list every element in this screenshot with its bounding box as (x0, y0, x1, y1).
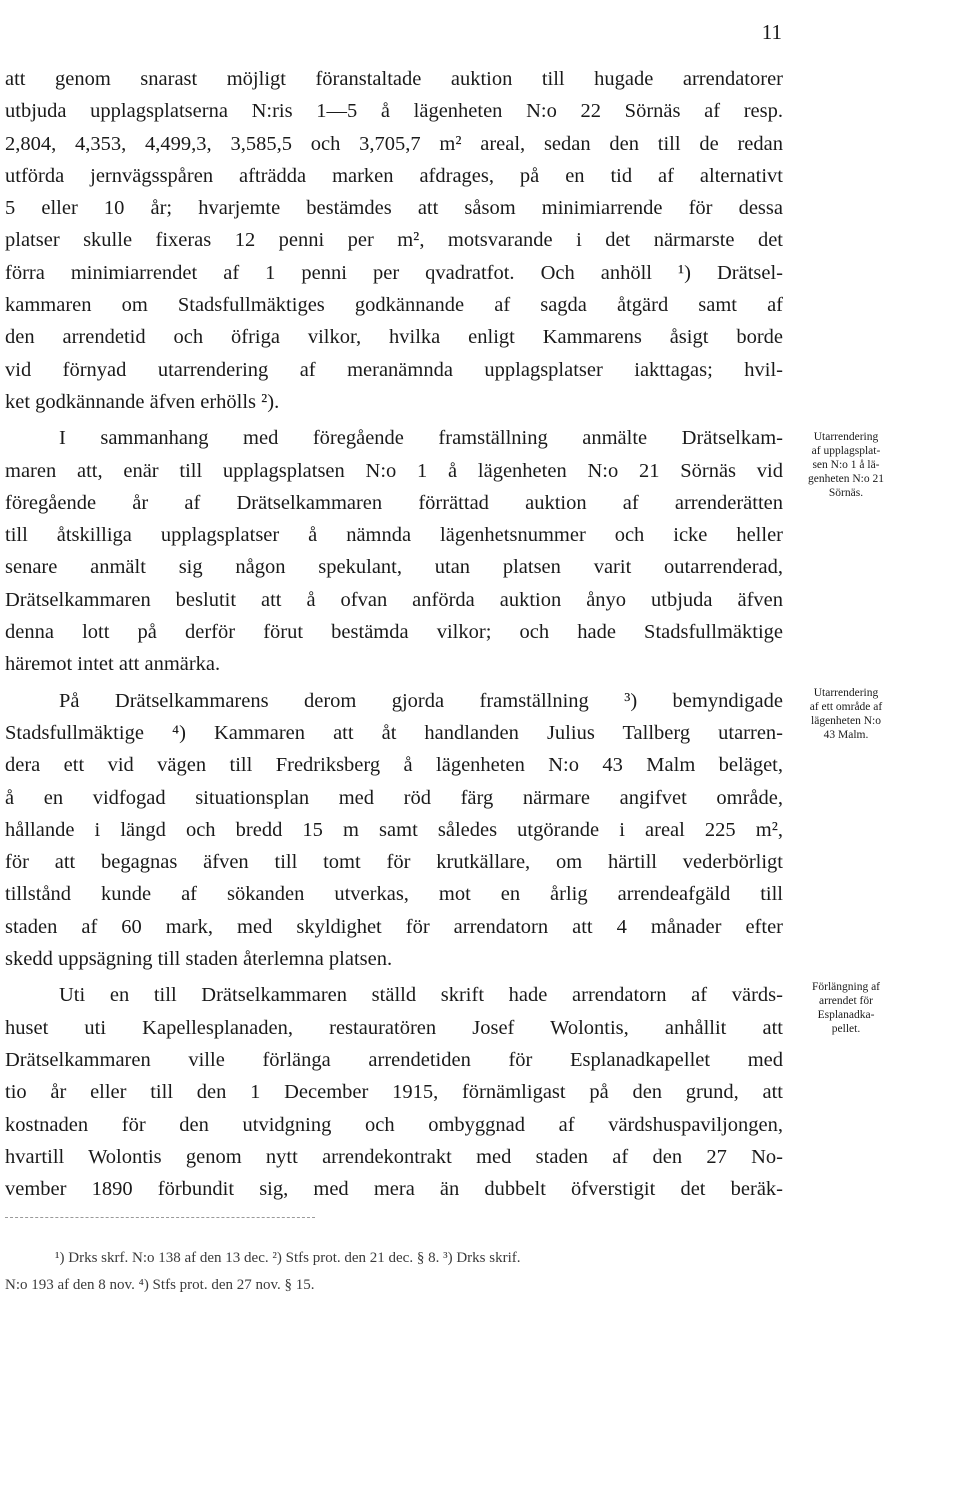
text-line: hvartill Wolontis genom nytt arrendekontrakt med staden af den 27 No- (5, 1145, 783, 1168)
margin-note-line: sen N:o 1 å lä- (812, 459, 880, 471)
margin-note-line: 43 Malm. (823, 729, 869, 741)
paragraph-1 (5, 63, 783, 418)
text-line: Uti en till Drätselkammaren ställd skrift hade arrendatorn af värds- (59, 984, 783, 1007)
text-line: Stadsfullmäktige ⁴) Kammaren att åt handlanden Julius Tallberg utarren- (5, 721, 783, 744)
margin-note-line: af ett område af (809, 701, 883, 713)
margin-note-line: af upplagsplat- (811, 445, 881, 457)
text-line: senare anmält sig någon spekulant, utan platsen varit outarrenderad, (5, 556, 783, 579)
text-line: hållande i längd och bredd 15 m samt således utgörande i areal 225 m², (5, 818, 783, 841)
footnote-line: ¹) Drks skrf. N:o 138 af den 13 dec. ²) Stfs prot. den 21 dec. § 8. ³) Drks skrif. (55, 1250, 521, 1266)
text-line: å en vidfogad situationsplan med röd färg närmare angifvet område, (5, 786, 783, 809)
text-line: I sammanhang med föregående framställning anmälte Drätselkam- (59, 427, 783, 450)
text-line: vid förnyad utarrendering af meranämnda upplagsplatser iakttagas; hvil- (5, 358, 783, 381)
paragraph-2 (5, 422, 783, 680)
margin-note-line: Esplanadka- (817, 1009, 875, 1021)
margin-note-line: arrendet för (819, 995, 873, 1007)
margin-note-line: Utarrendering (813, 687, 879, 699)
margin-note-3 (790, 980, 902, 1036)
text-line: denna lott på derför förut bestämda vilkor; och hade Stadsfullmäktige (5, 621, 783, 644)
text-line: huset uti Kapellesplanaden, restauratören Josef Wolontis, anhållit att (5, 1016, 783, 1039)
text-line: 5 eller 10 år; hvarjemte bestämdes att såsom minimiarrende för dessa (5, 197, 783, 220)
text-line: vember 1890 förbundit sig, med mera än dubbelt öfverstigit det beräk- (5, 1178, 783, 1201)
text-line: utbjuda upplagsplatserna N:ris 1—5 å lägenheten N:o 22 Sörnäs af resp. (5, 100, 783, 123)
text-line: platser skulle fixeras 12 penni per m², motsvarande i det närmarste det (5, 229, 783, 252)
margin-note-line: genheten N:o 21 (807, 473, 884, 485)
main-text (5, 63, 783, 1205)
margin-note-line: Förlängning af (811, 981, 881, 993)
margin-note-line: Utarrendering (813, 431, 879, 443)
page-number: 11 (761, 20, 782, 44)
margin-note-line: pellet. (831, 1023, 861, 1035)
text-line: Drätselkammaren ville förlänga arrendetiden för Esplanadkapellet med (5, 1048, 783, 1071)
text-line: utförda jernvägsspåren afträdda marken afdrages, på en tid af alternativt (5, 164, 783, 187)
text-line: tillstånd kunde af sökanden utverkas, mot en årlig arrendeafgäld till (5, 883, 783, 906)
text-line: Drätselkammaren beslutit att å ofvan anförda auktion ånyo utbjuda äfven (5, 588, 783, 611)
margin-note-2 (790, 686, 902, 742)
text-line: På Drätselkammarens derom gjorda framställning ³) bemyndigade (59, 689, 783, 712)
margin-note-1 (790, 430, 902, 500)
text-line: kostnaden för den utvidgning och ombyggnad af värdshuspaviljongen, (5, 1113, 783, 1136)
text-line: staden af 60 mark, med skyldighet för arrendatorn att 4 månader efter (5, 915, 783, 938)
text-line: att genom snarast möjligt föranstaltade auktion till hugade arrendatorer (5, 68, 783, 90)
footnotes (5, 1245, 783, 1299)
footnote-line: N:o 193 af den 8 nov. ⁴) Stfs prot. den 27 nov. § 15. (5, 1277, 315, 1293)
text-line: kammaren om Stadsfullmäktiges godkännande af sagda åtgärd samt af (5, 294, 783, 317)
footnote-divider (5, 1217, 315, 1218)
margin-note-line: lägenheten N:o (811, 715, 881, 727)
paragraph-3 (5, 685, 783, 976)
text-line: ket godkännande äfven erhölls ²). (5, 390, 280, 413)
text-line: förra minimiarrendet af 1 penni per qvadratfot. Och anhöll ¹) Drätsel- (5, 261, 783, 284)
text-line: tio år eller till den 1 December 1915, förnämligast på den grund, att (5, 1081, 783, 1104)
text-line: skedd uppsägning till staden återlemna platsen. (5, 948, 393, 971)
text-line: 2,804, 4,353, 4,499,3, 3,585,5 och 3,705,7 m² areal, sedan den till de redan (5, 132, 783, 155)
text-line: för att begagnas äfven till tomt för krutkällare, om härtill vederbörligt (5, 851, 783, 874)
text-line: häremot intet att anmärka. (5, 653, 221, 676)
text-line: den arrendetid och öfriga vilkor, hvilka enligt Kammarens åsigt borde (5, 326, 783, 349)
text-line: till åtskilliga upplagsplatser å nämnda lägenhetsnummer och icke heller (5, 524, 783, 547)
text-line: dera ett vid vägen till Fredriksberg å lägenheten N:o 43 Malm beläget, (5, 754, 783, 777)
margin-note-line: Sörnäs. (828, 487, 864, 499)
text-line: föregående år af Drätselkammaren förrättad auktion af arrenderätten (5, 491, 783, 514)
text-line: maren att, enär till upplagsplatsen N:o 1 å lägenheten N:o 21 Sörnäs vid (5, 459, 783, 482)
paragraph-4 (5, 979, 783, 1205)
